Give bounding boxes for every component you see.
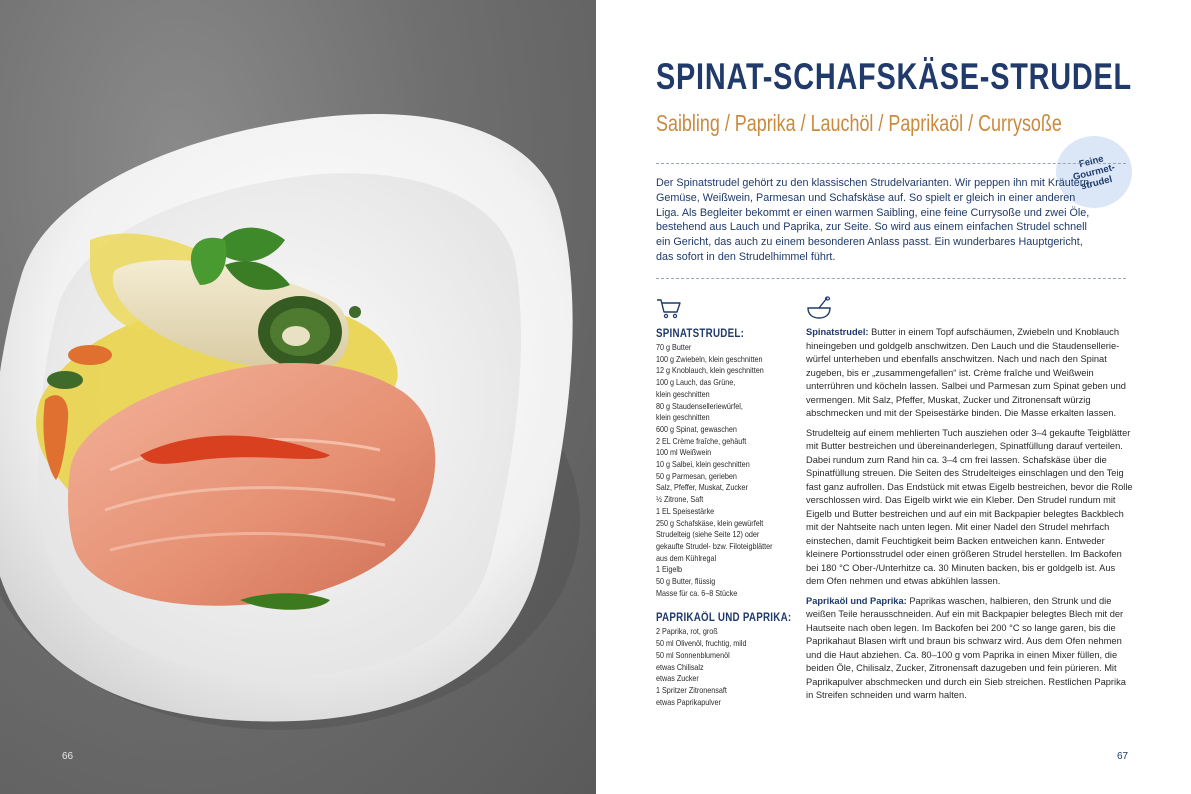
method-text: Strudelteig auf einem mehlierten Tuch ausziehen oder 3–4 gekaufte Teigblätter mit Butter bestreichen und übereinanderlegen, Spinatfüllung darauf verteilen. Dabei rundum zum Rand hin ca. 3–4 cm frei lassen. Schafskäse über die Spinatfüllung streuen. Die Seiten des Strudelteiges einschlagen und den Teig fast ganz aufrollen. Das Endstück mit etwas Eigelb bestreichen, bevor die Rolle verschlossen wird. Das Eigelb wirkt wie ein Kleber. Den Strudel rundum mit Eigelb und Butter bestreichen und auf ein mit Backpapier belegtes Backblech mit der Nahtseite nach unten legen. Mit einer Nadel den Strudel mehrfach einstechen, damit Feuchtigkeit beim Backen entweichen kann. Entweder kleinere Portionsstrudel oder einen größeren Strudel herstellen. Im Backofen bei 180 °C Ober-/Unterhitze ca. 30 Minuten backen, bis er goldgelb ist. Aus dem Ofen nehmen und etwas abkühlen lassen. [806, 427, 1133, 586]
ingredient-item: 50 g Butter, flüssig [656, 576, 716, 587]
ingredient-item: Salz, Pfeffer, Muskat, Zucker [656, 482, 748, 493]
method-lead: Spinatstrudel: [806, 327, 869, 337]
ingredient-item: 50 ml Sonnenblumenöl [656, 649, 730, 660]
ingredients-list-paprika [656, 626, 802, 708]
page-number-left: 66 [62, 751, 74, 762]
ingredient-item: aus dem Kühlregal [656, 552, 717, 563]
method-text: Butter in einem Topf aufschäumen, Zwiebeln und Knoblauch hineingeben und goldgelb anschwitzen. Den Lauch und die Staudenselleriewürfel unterheben und ebenfalls anschwitzen. Nach und nach den Spinat zugeben, bis er „zusammengefallen“ ist. Crème fraîche und Weißwein unterrühren und köcheln lassen. Salbei und Parmesan zum Spinat geben und vermengen. Mit Salz, Pfeffer, Muskat, Zucker und Zitronensaft würzig abschmecken und mit der Speisestärke binden. Die Masse erkalten lassen. [806, 327, 1126, 418]
method-column [806, 326, 1134, 709]
ingredient-item: 2 EL Crème fraîche, gehäuft [656, 435, 747, 446]
recipe-title: SPINAT-SCHAFSKÄSE-STRUDEL [656, 56, 1132, 97]
ingredient-item: 600 g Spinat, gewaschen [656, 423, 737, 434]
ingredients-heading-strudel: SPINATSTRUDEL: [656, 328, 745, 340]
mixing-bowl-icon [806, 296, 832, 320]
ingredient-item: klein geschnitten [656, 412, 710, 423]
ingredient-item: 100 g Lauch, das Grüne, [656, 377, 736, 388]
ingredient-item: 80 g Staudenselleriewürfel, [656, 400, 743, 411]
method-paragraph [806, 595, 1134, 703]
ingredient-item: klein geschnitten [656, 388, 710, 399]
method-text: Paprikas waschen, halbieren, den Strunk und die weißen Teile herausschneiden. Auf ein mit Backpapier belegtes Blech mit der Hautseite nach oben legen. Im Backofen bei 200 °C so lange garen, bis die Paprikahaut Blasen wirft und braun bis schwarz wird. Aus dem Ofen nehmen und die Haut abziehen. Ca. 80–100 g vom Paprika in einen Mixer füllen, die beiden Öle, Chilisalz, Zucker, Zitronensaft dazugeben und fein pürieren. Mit Paprikapulver abschmecken und durch ein Sieb streichen. Restlichen Paprika in Streifen schneiden und warm halten. [806, 595, 1126, 700]
ingredient-item: ½ Zitrone, Saft [656, 494, 704, 505]
ingredients-column [656, 328, 806, 708]
ingredient-item: 250 g Schafskäse, klein gewürfelt [656, 517, 764, 528]
recipe-subtitle: Saibling / Paprika / Lauchöl / Paprikaöl / Currysoße [656, 110, 1062, 136]
ingredient-item: 2 Paprika, rot, groß [656, 626, 718, 637]
ingredient-item: 50 ml Olivenöl, fruchtig, mild [656, 638, 747, 649]
divider-top [656, 163, 1126, 164]
ingredient-item: 1 Spritzer Zitronensaft [656, 684, 727, 695]
page-number-right: 67 [1117, 751, 1129, 762]
ingredient-item: etwas Chilisalz [656, 661, 704, 672]
ingredient-item: Masse für ca. 6–8 Stücke [656, 587, 738, 598]
ingredient-item: 1 EL Speisestärke [656, 505, 715, 516]
right-page-text [596, 0, 1191, 794]
ingredient-item: etwas Paprikapulver [656, 696, 721, 707]
method-paragraph [806, 326, 1134, 421]
divider-bottom [656, 278, 1126, 279]
ingredients-list-strudel [656, 342, 802, 599]
shopping-cart-icon [656, 298, 682, 320]
ingredient-item: 70 g Butter [656, 342, 692, 352]
ingredient-item: 100 ml Weißwein [656, 447, 712, 458]
ingredient-item: etwas Zucker [656, 673, 699, 684]
ingredient-item: 1 Eigelb [656, 564, 683, 575]
ingredient-item: 50 g Parmesan, gerieben [656, 470, 737, 481]
badge-text: Feine Gourmet-strudel [1071, 152, 1117, 192]
ingredient-item: 12 g Knoblauch, klein geschnitten [656, 365, 764, 376]
method-lead: Paprikaöl und Paprika: [806, 595, 907, 606]
ingredient-item: gekaufte Strudel- bzw. Filoteigblätter [656, 540, 773, 551]
ingredient-item: Strudelteig (siehe Seite 12) oder [656, 529, 760, 540]
method-paragraph [806, 427, 1134, 589]
intro-paragraph: Der Spinatstrudel gehört zu den klassischen Strudelvarianten. Wir peppen ihn mit Kräutern, Gemüse, Weißwein, Parmesan und Schafskäse auf. So spielt er gleich in einer anderen Liga. Als Begleiter bekommt er einen warmen Saibling, eine feine Currysoße und zwei Öle, bestehend aus Lauch und Paprika, zur Seite. So wird aus einem einfachen Strudel schnell ein Gericht, das auch zu einem besonderen Anlass passt. Ein wunderbares Hauptgericht, das sofort in den Strudelhimmel führt. [656, 177, 1093, 263]
ingredients-heading-paprika: PAPRIKAÖL UND PAPRIKA: [656, 612, 792, 625]
ingredient-item: 10 g Salbei, klein geschnitten [656, 459, 750, 470]
ingredient-item: 100 g Zwiebeln, klein geschnitten [656, 353, 763, 364]
